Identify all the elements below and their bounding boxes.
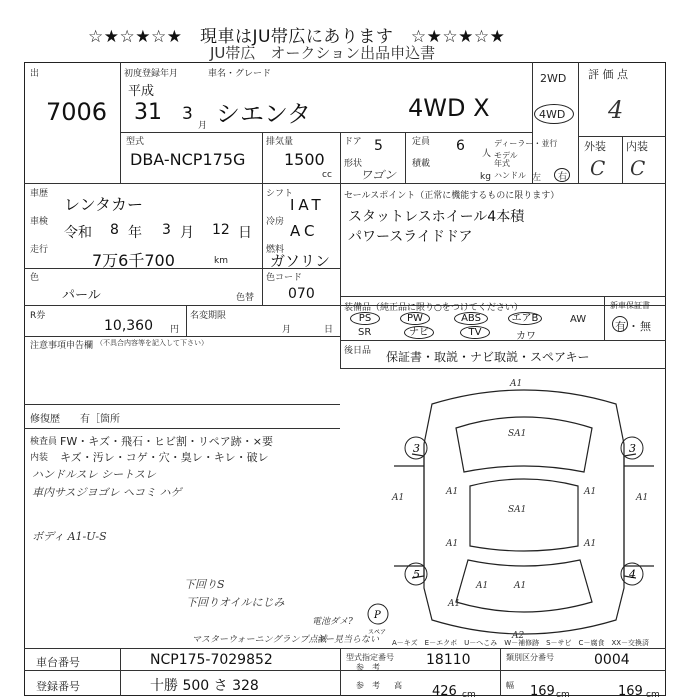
color-label: 色: [30, 273, 40, 283]
displacement-label: 排気量: [266, 137, 294, 147]
later-items-value: 保証書・取説・ナビ取説・スペアキー: [386, 350, 590, 364]
plate-label: 登録番号: [36, 680, 80, 693]
handwritten-note-1: ハンドルスレ シートスレ: [32, 468, 157, 481]
recycle-label: R券: [30, 311, 46, 321]
tire-rear-right: 4: [629, 568, 636, 581]
equip-airbag: エアB: [508, 312, 542, 325]
sales-points-label: セールスポイント（正常に機能するものに限ります）: [344, 191, 560, 201]
mark-left-quarter: A1: [448, 599, 461, 609]
inspector-row2: キズ・汚レ・コゲ・穴・臭レ・キレ・破レ: [60, 451, 269, 464]
inspection-day: 12: [212, 222, 230, 238]
color-sub-label: 色替: [236, 293, 255, 303]
score-value: 4: [608, 96, 624, 124]
form-value: ワゴン: [360, 168, 397, 182]
registration-year: 31: [134, 100, 162, 125]
capacity-value: 6: [456, 138, 465, 154]
registration-month: 3: [182, 104, 193, 124]
handwritten-note-3: ボディ A1-U-S: [32, 530, 107, 543]
load-unit: kg: [480, 172, 491, 182]
recycle-value: 10,360: [104, 318, 153, 334]
car-condition-diagram: [368, 376, 664, 648]
name-change-month: 月: [282, 325, 292, 335]
inspection-month: 3: [162, 222, 171, 238]
dims-width-unit: cm: [556, 690, 570, 700]
inspector-row2-label: 内装: [30, 453, 49, 463]
inspection-day-unit: 日: [238, 225, 252, 241]
later-items-label: 後日品: [344, 346, 372, 356]
registration-month-unit: 月: [198, 121, 208, 131]
banner: ☆★☆★☆★ 現車はJU帯広にあります ☆★☆★☆★: [88, 27, 506, 47]
tire-front-left: 3: [413, 442, 420, 455]
doors-value: 5: [374, 138, 383, 154]
plate-value: 十勝 500 さ 328: [150, 678, 259, 694]
drive-2wd: 2WD: [540, 72, 567, 85]
model-name: シエンタ: [216, 100, 312, 128]
dims-height-label: 高: [394, 681, 402, 690]
equip-abs: ABS: [454, 312, 488, 325]
equipment-label: 装備品（純正品に限り○をつけてください）: [344, 303, 523, 313]
handle-right: 右: [558, 172, 568, 182]
mark-hood: SA1: [508, 429, 527, 439]
sales-point-line-1: スタットレスホイール4本積: [348, 209, 525, 225]
mark-right-fender: A1: [636, 493, 649, 503]
handwritten-note-2: 車内サスジヨゴレ ヘコミ ハゲ: [32, 486, 182, 499]
drive-4wd: 4WD: [539, 108, 566, 121]
dims-width-label: 幅: [506, 681, 514, 690]
dims-width: 169: [530, 684, 555, 699]
handwritten-note-7: キー見当らない: [316, 635, 380, 645]
registration-era: 平成: [128, 84, 155, 99]
handwritten-note-4: 下回りS: [184, 578, 225, 591]
handle-label: ハンドル: [494, 171, 526, 180]
capacity-label: 定員: [412, 137, 431, 147]
equip-leather: カワ: [516, 331, 536, 342]
inspection-era: 令和: [64, 225, 92, 241]
warranty-dot: ・: [628, 320, 639, 333]
color-code-value: 070: [288, 286, 315, 302]
type-no-label: 型式指定番号: [346, 653, 394, 662]
inspector-label: 検査員: [30, 437, 58, 447]
displacement-value: 1500: [284, 150, 325, 169]
history-value: レンタカー: [64, 195, 143, 214]
form-title: JU帯広 オークション出品申込書: [210, 44, 436, 62]
damage-legend: A－キズ E－エクボ U－へこみ W－補修跡 S－サビ C－腐食 XX－交換済: [392, 639, 650, 647]
mark-left-door-rear: A1: [446, 539, 459, 549]
repair-value: 有［箇所: [80, 414, 120, 425]
dealer-model-label: モデル: [494, 151, 518, 160]
exterior-value: C: [590, 156, 606, 180]
fuel-value: ガソリン: [270, 252, 331, 270]
interior-value: C: [630, 156, 646, 180]
load-label: 積載: [412, 159, 431, 169]
color-code-label: 色コード: [266, 273, 303, 283]
dims-height-unit: cm: [646, 690, 660, 700]
equip-ps: PS: [350, 312, 380, 325]
equip-tv: TV: [460, 326, 490, 339]
warranty-yes: 有: [615, 320, 626, 333]
mark-left-door-front: A1: [446, 487, 459, 497]
equip-pw: PW: [400, 312, 430, 325]
equip-navi: ナビ: [404, 326, 434, 339]
history-label: 車歴: [30, 189, 49, 199]
interior-label: 内装: [626, 140, 648, 153]
mark-rear-right: A1: [514, 581, 527, 591]
repair-label: 修復歴: [30, 414, 60, 425]
warranty-label: 新車保証書: [610, 301, 650, 310]
sales-point-line-2: パワースライドドア: [348, 229, 473, 245]
model-grade: 4WD X: [408, 94, 490, 122]
handwritten-note-6: マスターウォーニングランプ点滅: [192, 635, 327, 645]
mileage-unit: km: [214, 256, 228, 266]
dealer-label: ディーラー・並行: [494, 139, 558, 148]
dealer-year-label: 年式: [494, 159, 510, 168]
spare-label: スペア: [368, 629, 387, 636]
doors-label: ドア: [344, 137, 362, 147]
inspection-year-unit: 年: [128, 225, 142, 241]
shift-value: IAT: [290, 196, 325, 214]
score-label: 評 価 点: [588, 68, 628, 81]
type-value: DBA-NCP175G: [130, 150, 246, 169]
equip-aw: AW: [570, 314, 587, 325]
aircon-value: AC: [290, 222, 319, 240]
exterior-label: 外装: [584, 140, 606, 153]
lot-label: 出: [30, 69, 40, 79]
handle-left: 左: [532, 173, 542, 183]
capacity-unit: 人: [482, 149, 492, 159]
inspection-month-unit: 月: [180, 225, 194, 241]
aircon-label: 冷房: [266, 217, 285, 227]
mark-rear: A2: [512, 631, 525, 641]
inspection-label: 車検: [30, 217, 49, 227]
dims-length: 426: [432, 684, 457, 699]
color-value: パール: [62, 288, 101, 303]
handwritten-note-8: 電池ダメ?: [312, 617, 353, 627]
model-label: 車名・グレード: [208, 69, 272, 79]
chassis-label: 車台番号: [36, 656, 80, 669]
class-no-value: 0004: [594, 652, 630, 668]
recycle-unit: 円: [170, 325, 180, 335]
mark-front: A1: [510, 379, 523, 389]
equip-sr: SR: [358, 327, 372, 338]
lot-number: 7006: [46, 98, 108, 126]
mark-roof: SA1: [508, 505, 527, 515]
mileage-value: 7万6千700: [92, 251, 175, 270]
dims-height: 169: [618, 684, 643, 699]
tire-rear-left: 5: [413, 568, 420, 581]
notes-sub: （不具合内容等を記入して下さい）: [96, 339, 208, 347]
handwritten-note-5: 下回りオイルにじみ: [186, 596, 285, 609]
chassis-value: NCP175-7029852: [150, 652, 273, 668]
type-no-ref: 参 考: [356, 663, 380, 672]
tire-front-right: 3: [629, 442, 636, 455]
shift-label: シフト: [266, 189, 294, 199]
name-change-day: 日: [324, 325, 334, 335]
registration-label: 初度登録年月: [124, 69, 179, 79]
displacement-unit: cc: [322, 170, 332, 180]
form-label: 形状: [344, 159, 363, 169]
class-no-label: 類別区分番号: [506, 653, 554, 662]
type-label: 型式: [126, 137, 145, 147]
dims-length-unit: cm: [462, 690, 476, 700]
notes-label: 注意事項申告欄: [30, 341, 94, 351]
inspection-year: 8: [110, 222, 119, 238]
warranty-no: 無: [640, 320, 651, 333]
spare-mark: P: [374, 610, 381, 621]
dims-ref: 参 考: [356, 681, 380, 690]
mark-right-door-rear: A1: [584, 539, 597, 549]
fuel-label: 燃料: [266, 245, 285, 255]
mark-rear-left: A1: [476, 581, 489, 591]
type-no-value: 18110: [426, 652, 471, 668]
inspector-row1: FW・キズ・飛石・ヒビ割・リペア跡・×要: [60, 435, 273, 448]
mark-left-fender: A1: [392, 493, 405, 503]
mark-right-door-front: A1: [584, 487, 597, 497]
mileage-label: 走行: [30, 245, 49, 255]
name-change-label: 名変期限: [190, 311, 227, 321]
